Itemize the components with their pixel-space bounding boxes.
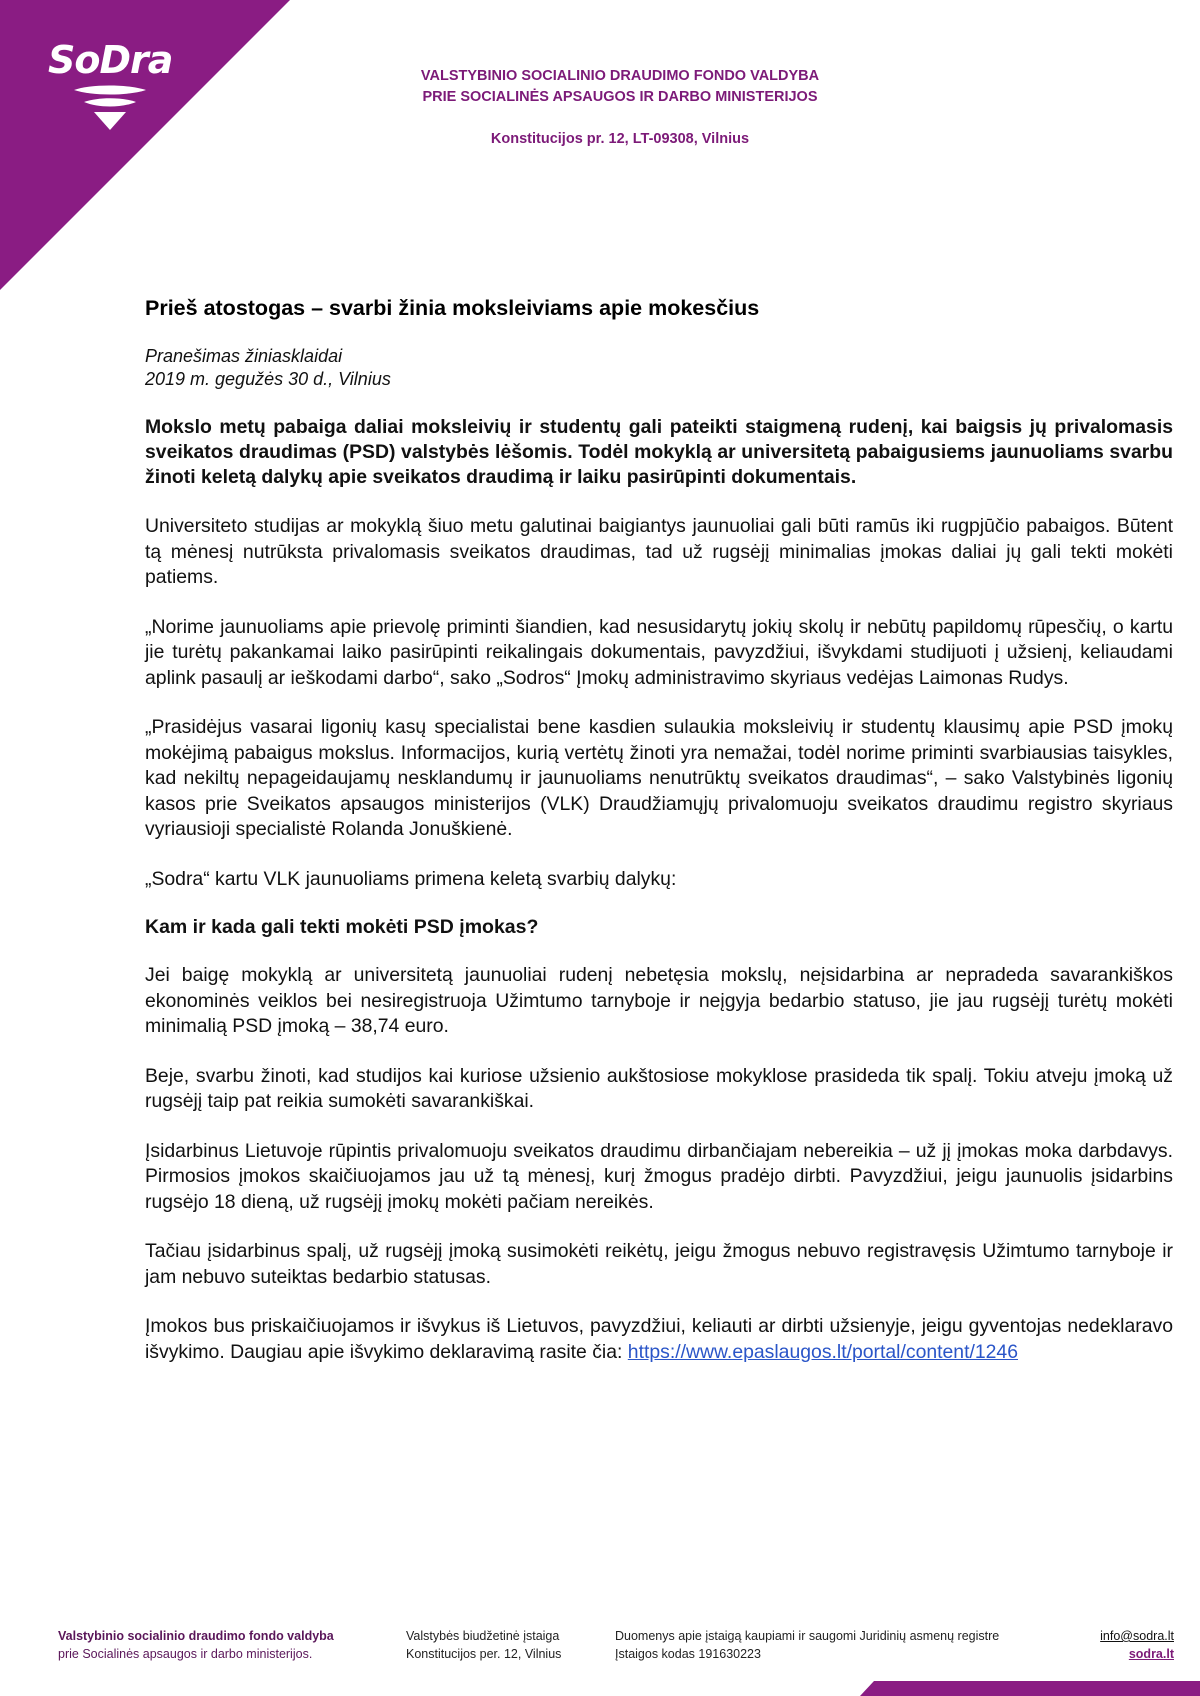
article-meta: [145, 345, 1173, 391]
footer-registry-line1: Duomenys apie įstaigą kaupiami ir saugomi Juridinių asmenų registre: [615, 1629, 1000, 1643]
footer-registry-line2: Įstaigos kodas 191630223: [615, 1647, 761, 1661]
org-name-line2: PRIE SOCIALINĖS APSAUGOS IR DARBO MINISTERIJOS: [422, 89, 818, 105]
org-name-line1: VALSTYBINIO SOCIALINIO DRAUDIMO FONDO VALDYBA: [420, 68, 820, 84]
paragraph-4: „Sodra“ kartu VLK jaunuoliams primena keletą svarbių dalykų:: [145, 867, 677, 890]
org-address: Konstitucijos pr. 12, LT-09308, Vilnius: [490, 131, 750, 147]
paragraph-1: Universiteto studijas ar mokyklą šiuo metu galutinai baigiantys jaunuoliai gali būti ramūs iki rugpjūčio pabaigos. Būtent tą mėnesį nutrūksta privalomasis sveikatos draudimas, tad už rugsėjį minimalias įmokas daliai jų gali tekti mokėti patiems.: [145, 515, 1173, 588]
paragraph-9-text: Įmokos bus priskaičiuojamos ir išvykus iš Lietuvos, pavyzdžiui, keliauti ar dirbti užsienyje, jeigu gyventojas nedeklaravo išvykimo. Daugiau apie išvykimo deklaravimą rasite čia:: [145, 1315, 1173, 1363]
article: [145, 296, 1173, 1389]
sodra-logo-mark-icon: [70, 84, 150, 130]
paragraph-6: Beje, svarbu žinoti, kad studijos kai kuriose užsienio aukštosiose mokyklose prasideda tik spalį. Tokiu atveju įmoką už rugsėjį taip pat reikia sumokėti savarankiškai.: [145, 1064, 1173, 1112]
footer-registry: [615, 1627, 999, 1663]
article-title: Prieš atostogas – svarbi žinia moksleiviams apie mokesčius: [145, 296, 760, 320]
paragraph-2: „Norime jaunuoliams apie prievolę priminti šiandien, kad nesusidarytų jokių skolų ir nebūtų papildomų rūpesčių, o kartu jie turėtų pakankamai laiko pasirūpinti reikalingais dokumentais, pavyzdžiui, išvykdami studijuoti į užsienį, keliaudami aplink pasaulį ar ieškodami darbo“, sako „Sodros“ Įmokų administravimo skyriaus vedėjas Laimonas Rudys.: [145, 615, 1173, 689]
article-type: Pranešimas žiniasklaidai: [145, 346, 343, 366]
footer-address-line1: Valstybės biudžetinė įstaiga: [406, 1629, 560, 1643]
footer-org: [58, 1627, 334, 1663]
paragraph-5: Jei baigę mokyklą ar universitetą jaunuoliai rudenį nebetęsia mokslų, neįsidarbina ar nepradeda savarankiškos ekonominės veiklos bei nesiregistruoja Užimtumo tarnyboje ir neįgyja bedarbio statuso, jie jau rugsėjį turėtų mokėti minimalią PSD įmoką – 38,74 euro.: [145, 964, 1173, 1037]
paragraph-7: Įsidarbinus Lietuvoje rūpintis privalomuoju sveikatos draudimu dirbančiajam nebereikia – už jį įmokas moka darbdavys. Pirmosios įmokos skaičiuojamos jau už tą mėnesį, kurį žmogus pradėjo dirbti. Pavyzdžiui, jeigu jaunuolis įsidarbins rugsėjo 18 dieną, už rugsėjį įmokų mokėti pačiam nereikės.: [145, 1139, 1173, 1213]
article-lead: Mokslo metų pabaiga daliai moksleivių ir studentų gali pateikti staigmeną rudenį, kai baigsis jų privalomasis sveikatos draudimas (PSD) valstybės lėšomis. Todėl mokyklą ar universitetą pabaigusiems jaunuoliams svarbu žinoti keletą dalykų apie sveikatos draudimą ir laiku pasirūpinti dokumentais.: [145, 416, 1173, 488]
footer-contacts: [1100, 1627, 1174, 1663]
footer-email-link[interactable]: info@sodra.lt: [1100, 1629, 1174, 1643]
paragraph-3: „Prasidėjus vasarai ligonių kasų specialistai bene kasdien sulaukia moksleivių ir studentų klausimų apie PSD įmokų mokėjimą pabaigus mokslus. Informacijos, kurią vertėtų žinoti yra nemažai, todėl norime priminti svarbiausias taisykles, kad nekiltų nepageidaujamų nesklandumų ir jaunuoliams nenutrūktų sveikatos draudimas“, – sako Valstybinės ligonių kasos prie Sveikatos apsaugos ministerijos (VLK) Draudžiamųjų privalomuoju sveikatos draudimu registro skyriaus vyriausioji specialistė Rolanda Jonuškienė.: [145, 716, 1173, 840]
subheading: Kam ir kada gali tekti mokėti PSD įmokas?: [145, 916, 539, 938]
footer-site-link[interactable]: sodra.lt: [1128, 1647, 1174, 1661]
footer-org-line2: prie Socialinės apsaugos ir darbo ministerijos.: [58, 1647, 313, 1661]
paragraph-9: [145, 1314, 1173, 1365]
sodra-logo: SoDra: [48, 38, 173, 82]
footer-org-line1: Valstybinio socialinio draudimo fondo valdyba: [58, 1629, 334, 1643]
epaslaugos-link[interactable]: https://www.epaslaugos.lt/portal/content/1246: [627, 1340, 1019, 1363]
paragraph-8: Tačiau įsidarbinus spalį, už rugsėjį įmoką susimokėti reikėtų, jeigu žmogus nebuvo registravęsis Užimtumo tarnyboje ir jam nebuvo suteiktas bedarbio statusas.: [145, 1240, 1173, 1288]
article-date: 2019 m. gegužės 30 d., Vilnius: [145, 369, 391, 389]
footer-address-line2: Konstitucijos per. 12, Vilnius: [406, 1647, 562, 1661]
footer-corner-stripe: [860, 1681, 1200, 1696]
footer-address: [406, 1627, 561, 1663]
